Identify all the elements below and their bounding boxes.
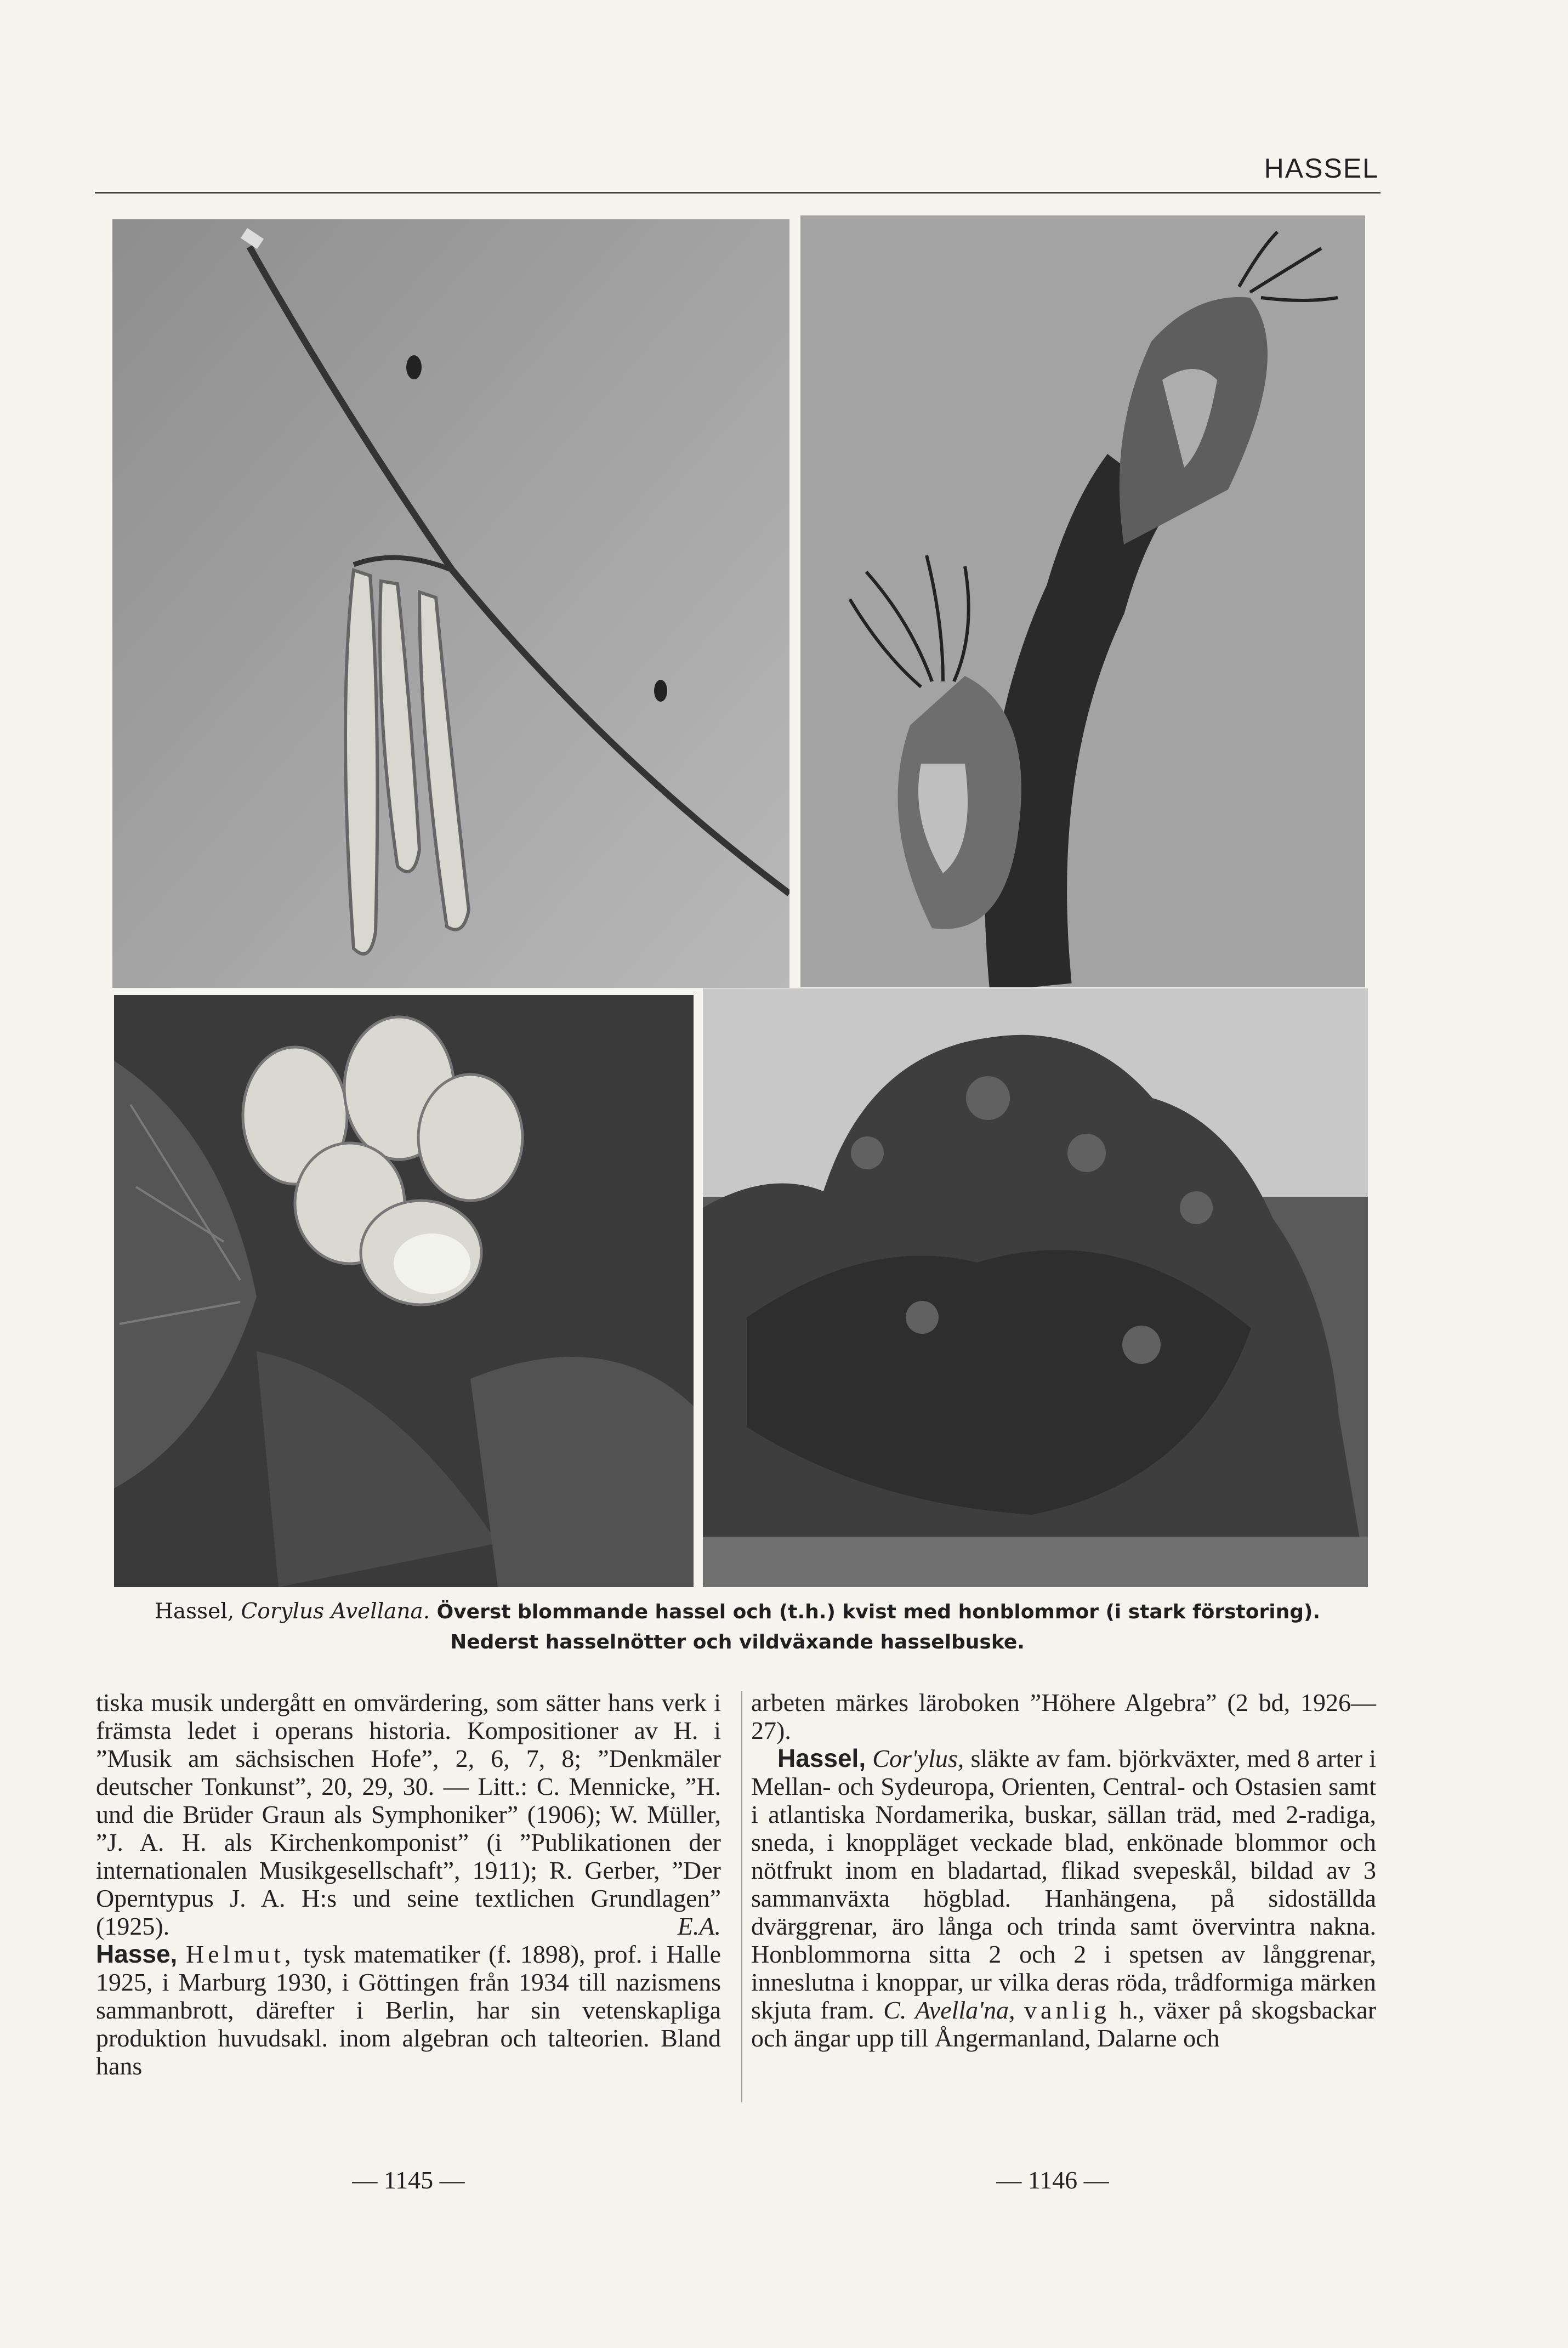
left-paragraph-hasse-helmut xyxy=(96,1940,721,2080)
catkins-illustration xyxy=(112,219,789,988)
author-signature: E.A. xyxy=(677,1912,721,1940)
right-p2-text: h., växer på skogsbackar och ängar upp till Ångermanland, Dalarne och xyxy=(751,1996,1377,2052)
entry-keyword-hasse: Hasse, xyxy=(96,1940,178,1968)
right-p1-text: släkte av fam. björkväxter, med 8 arter i Mellan- och Sydeuropa, Orienten, Central- och Ostasien samt i atlantiska Nordamerika, buskar, sällan träd, med 2-radiga, sneda, i knoppläget veckade blad, enkönade blommor och nötfrukt inom en bladartad, flikad svepeskål, bildad av 3 sammanväxta högblad. Hanhängena, på sidoställda dvärggrenar, äro långa och trinda samt övervintra nakna. Honblommorna sitta 2 och 2 i spetsen av långgrenar, inneslutna i knoppar, ur vilka deras röda, trådformiga märken skjuta fram. xyxy=(751,1744,1377,2024)
entry-latin-corylus: Cor'ylus, xyxy=(872,1744,964,1772)
right-p0-text: arbeten märkes läroboken ”Höhere Algebra” (2 bd, 1926—27). xyxy=(751,1688,1376,1744)
page-number-left: — 1145 — xyxy=(352,2166,465,2194)
photo-female-flowers xyxy=(800,215,1365,987)
left-column xyxy=(96,1688,721,2080)
photo-hazel-bush xyxy=(703,988,1368,1587)
caption-description-2: Nederst hasselnötter och vildväxande hasselbuske. xyxy=(450,1631,1025,1653)
caption-lead: Hassel, xyxy=(154,1599,235,1624)
photo-hazel-catkins xyxy=(112,219,789,988)
entry-name-helmut: Helmut, xyxy=(185,1940,295,1968)
entry-keyword-hassel: Hassel, xyxy=(777,1744,866,1772)
right-column xyxy=(751,1688,1376,2052)
species-latin-avellana: C. Avella'na, xyxy=(883,1996,1015,2024)
right-paragraph-continuation xyxy=(751,1688,1376,1744)
left-p1-text: tiska musik undergått en omvärdering, som sätter hans verk i främsta ledet i operans historia. Kompositioner av H. i ”Musik am sächsischen Hofe”, 2, 6, 7, 8; ”Denkmäler deutscher Tonkunst”, 20, 29, 30. — Litt.: C. Mennicke, ”H. und die Brüder Graun als Symphoniker” (1906); W. Müller, ”J. A. H. als Kirchenkomponist” (i ”Publikationen der internationalen Musikgesellschaft”, 1911); R. Gerber, ”Der Operntypus J. A. H:s und seine textlichen Grundlagen” (1925). xyxy=(96,1688,721,1940)
photo-hazelnuts xyxy=(114,995,694,1587)
column-divider xyxy=(741,1691,742,2102)
hazelnuts-illustration xyxy=(114,995,694,1587)
right-paragraph-hassel xyxy=(751,1744,1376,2052)
hazel-bush-illustration xyxy=(703,988,1368,1587)
running-head: HASSEL xyxy=(1264,153,1379,184)
caption-description-1: Överst blommande hassel och (t.h.) kvist med honblommor (i stark förstoring). xyxy=(436,1601,1321,1623)
header-rule xyxy=(95,192,1380,194)
caption-latin-name: Corylus Avellana. xyxy=(241,1599,430,1624)
caption-line-1 xyxy=(96,1596,1379,1627)
figure-caption xyxy=(96,1596,1379,1657)
left-paragraph-hasse-johann xyxy=(96,1688,721,1940)
species-common-spaced: vanlig xyxy=(1024,1996,1110,2024)
female-flower-illustration xyxy=(800,215,1365,987)
page-number-right: — 1146 — xyxy=(996,2166,1109,2194)
left-p2-text: tysk matematiker (f. 1898), prof. i Halle 1925, i Marburg 1930, i Göttingen från 1934 till nazismens sammanbrott, därefter i Berlin, har sin vetenskapliga produktion huvudsakl. inom algebran och talteorien. Bland hans xyxy=(96,1940,721,2080)
